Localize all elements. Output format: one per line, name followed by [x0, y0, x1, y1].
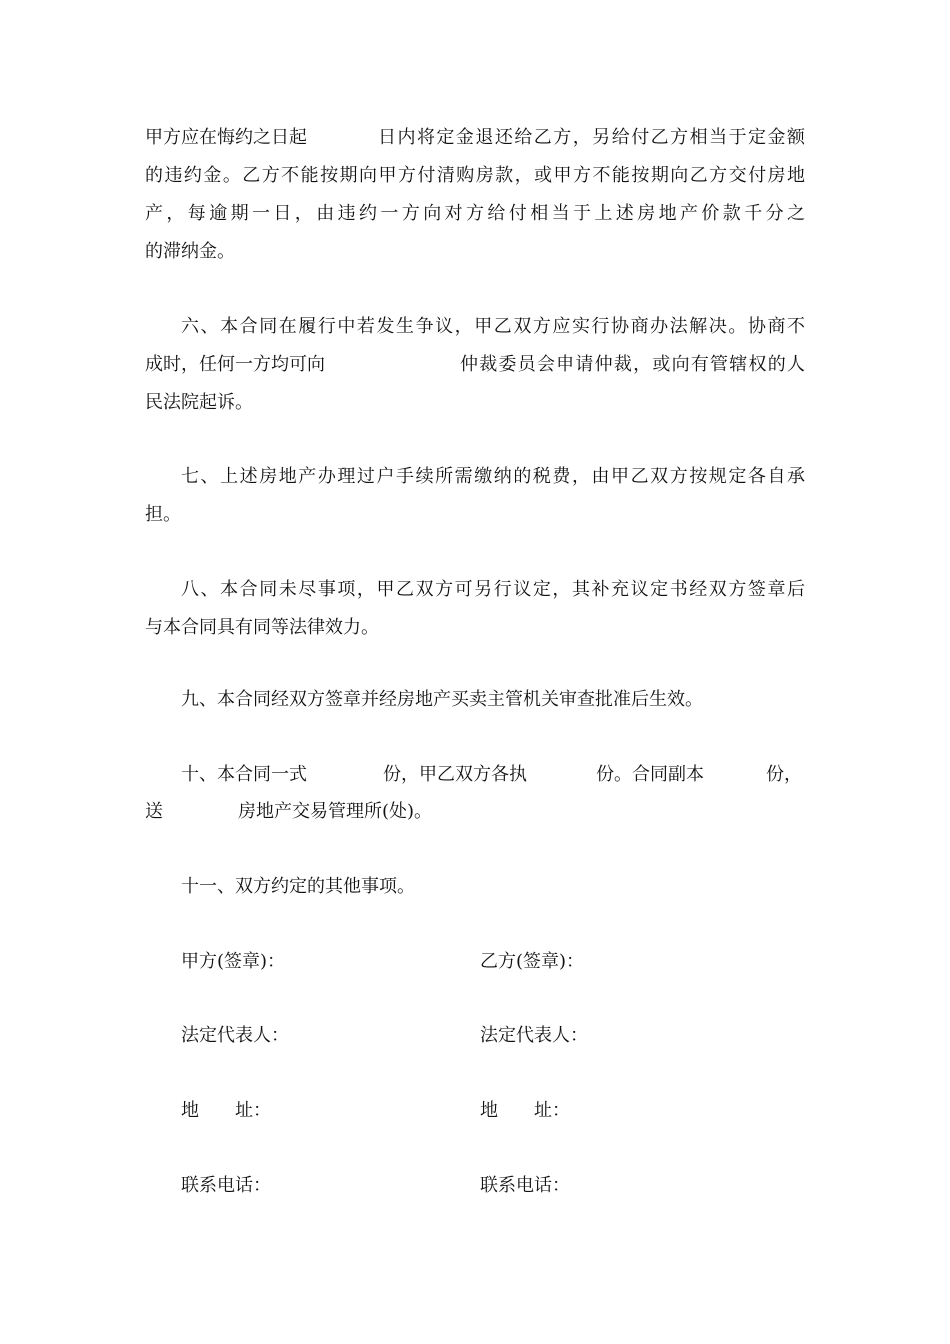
- copies-clause-seg2: 份，甲乙双方各执: [383, 764, 527, 785]
- party-a-phone-label: 联系电话：: [181, 1175, 271, 1196]
- supplement-clause-line1: 八、本合同未尽事项，甲乙双方可另行议定，其补充议定书经双方签章后: [181, 579, 805, 600]
- copies-clause-seg4: 份，: [766, 764, 802, 785]
- party-b-phone-label: 联系电话：: [480, 1175, 570, 1196]
- dispute-clause-line2-start: 成时，任何一方均可向: [145, 354, 325, 375]
- party-b-representative-label: 法定代表人：: [480, 1025, 588, 1046]
- other-matters-clause: 十一、双方约定的其他事项。: [181, 876, 415, 897]
- dispute-clause-line3: 民法院起诉。: [145, 392, 253, 413]
- penalty-clause-line1-start: 甲方应在悔约之日起: [145, 127, 307, 148]
- tax-clause-line1: 七、上述房地产办理过户手续所需缴纳的税费，由甲乙双方按规定各自承: [181, 466, 805, 487]
- copies-clause-seg3: 份。合同副本: [596, 764, 704, 785]
- party-b-address-label: 地 址：: [480, 1100, 570, 1121]
- party-a-representative-label: 法定代表人：: [181, 1025, 289, 1046]
- dispute-clause-line2-end: 仲裁委员会申请仲裁，或向有管辖权的人: [460, 354, 805, 375]
- party-a-signature-label: 甲方(签章)：: [181, 951, 286, 972]
- copies-clause-line2-start: 送: [145, 801, 163, 822]
- tax-clause-line2: 担。: [145, 504, 181, 525]
- copies-clause-line2-end: 房地产交易管理所(处)。: [238, 801, 433, 822]
- copies-clause-seg1: 十、本合同一式: [181, 764, 307, 785]
- penalty-clause-line3: 产，每逾期一日，由违约一方向对方给付相当于上述房地产价款千分之: [145, 203, 805, 224]
- party-a-address-label: 地 址：: [181, 1100, 271, 1121]
- effective-clause: 九、本合同经双方签章并经房地产买卖主管机关审查批准后生效。: [181, 689, 703, 710]
- supplement-clause-line2: 与本合同具有同等法律效力。: [145, 617, 379, 638]
- penalty-clause-line4: 的滞纳金。: [145, 241, 235, 262]
- party-b-signature-label: 乙方(签章)：: [480, 951, 585, 972]
- penalty-clause-line1-end: 日内将定金退还给乙方，另给付乙方相当于定金额: [378, 127, 805, 148]
- dispute-clause-line1: 六、本合同在履行中若发生争议，甲乙双方应实行协商办法解决。协商不: [181, 316, 805, 337]
- penalty-clause-line2: 的违约金。乙方不能按期向甲方付清购房款，或甲方不能按期向乙方交付房地: [145, 165, 805, 186]
